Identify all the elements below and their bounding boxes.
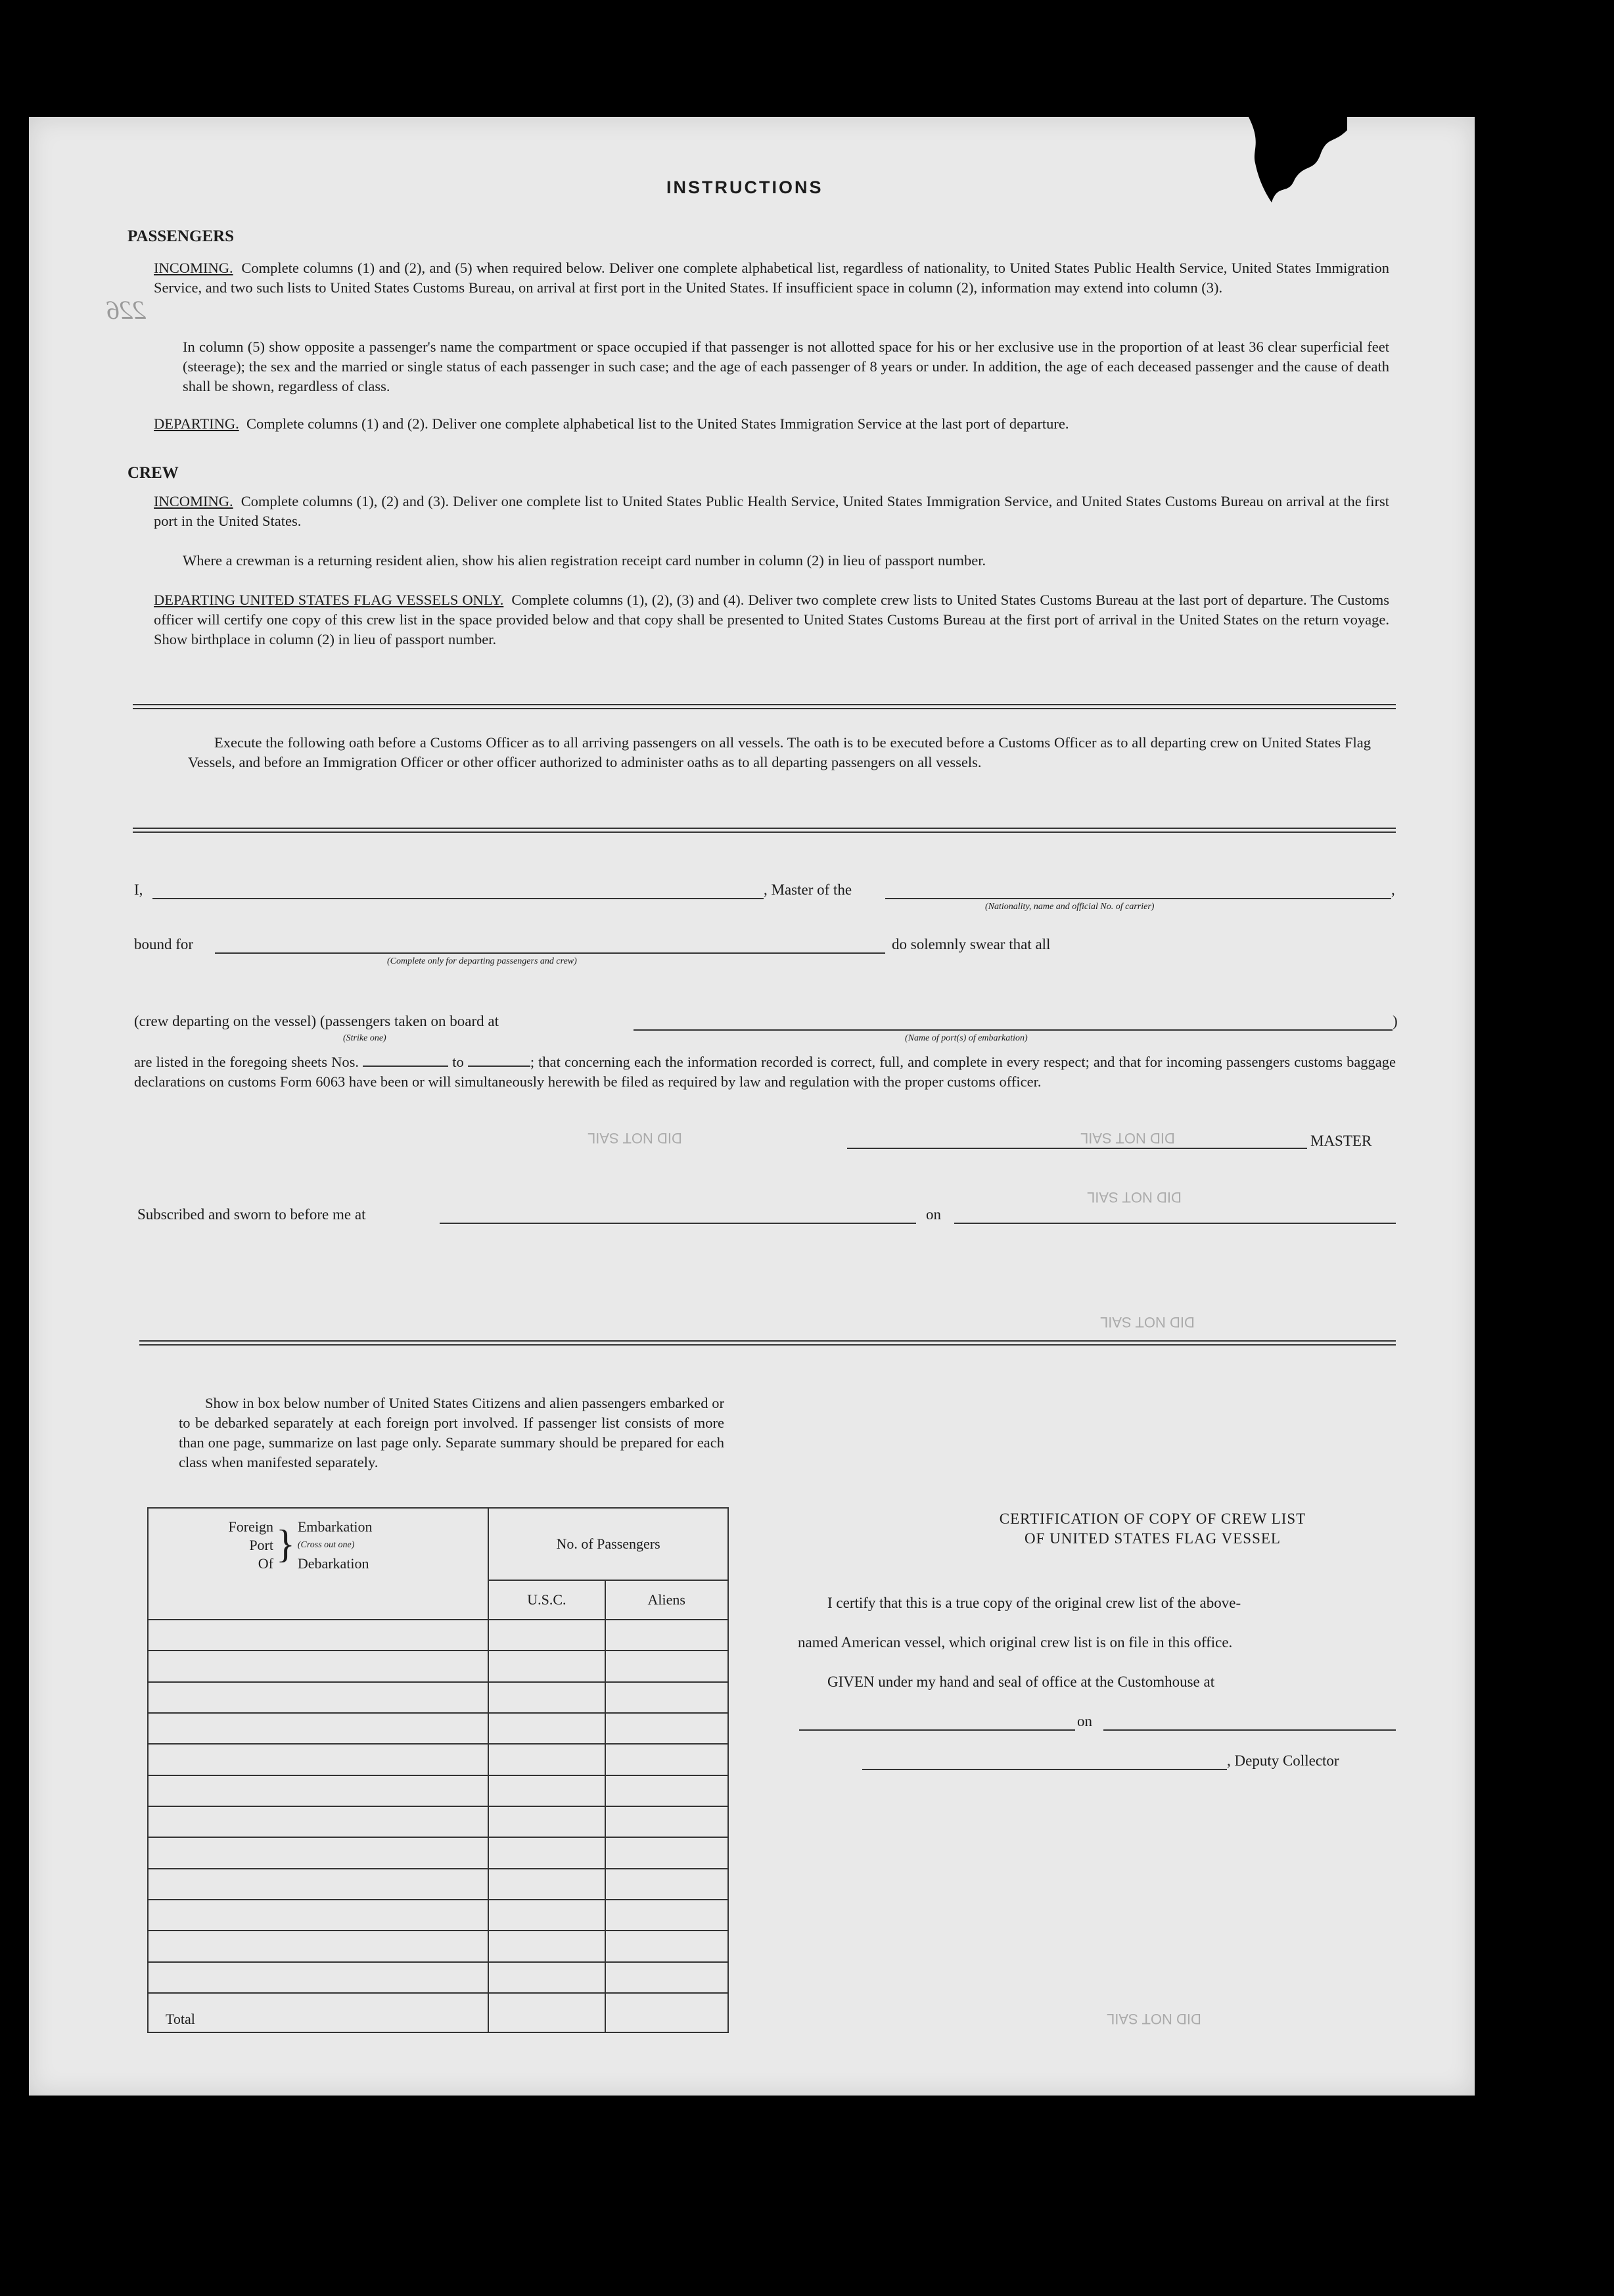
deputy-collector-signature-field[interactable] [862,1769,1227,1770]
aliens-cell[interactable] [605,1713,728,1744]
of-label: Of [258,1555,273,1572]
crew-alien-text: Where a crewman is a returning resident alien, show his alien registration receipt card number in column (2) in lieu of passport number. [183,552,986,569]
summary-text: Show in box below number of United States Citizens and alien passengers embarked or to be debarked separately at each foreign port involved. If passenger list consists of more than one page, summarize on last page only. Separate summary should be prepared for each class when manifested separately. [179,1395,724,1470]
aliens-cell[interactable] [605,1931,728,1961]
port-cell[interactable] [148,1962,488,1993]
port-cell[interactable] [148,1682,488,1713]
master-name-field[interactable] [152,898,764,899]
certification-text-2: named American vessel, which original crew list is on file in this office. [798,1634,1233,1651]
stamp-mark: DID NOT SAIL [1100,1314,1195,1330]
aliens-cell[interactable] [605,1869,728,1900]
embarkation-label: Embarkation [297,1518,373,1535]
aliens-header: Aliens [605,1580,728,1620]
usc-header: U.S.C. [488,1580,605,1620]
passengers-departing-label: DEPARTING. [154,415,239,432]
carrier-caption: (Nationality, name and official No. of carrier) [985,902,1155,912]
certification-text-1: I certify that this is a true copy of the original crew list of the above- [827,1595,1241,1611]
deputy-collector-label: , Deputy Collector [1227,1752,1339,1769]
swear-label: do solemnly swear that all [892,936,1051,952]
port-header-cell: Foreign Port Of } Embarkation (Cross out one) Debarkation [148,1508,488,1620]
customhouse-field[interactable] [799,1729,1075,1731]
aliens-cell[interactable] [605,1682,728,1713]
aliens-cell[interactable] [605,1900,728,1931]
aliens-cell[interactable] [605,1651,728,1681]
usc-cell[interactable] [488,1931,605,1961]
listed-paragraph [134,1052,1396,1092]
bound-for-field[interactable] [215,952,885,954]
usc-cell[interactable] [488,1682,605,1713]
torn-corner [1242,117,1347,209]
passengers-incoming [154,258,1389,298]
ports-field[interactable] [634,1029,1393,1031]
port-cell[interactable] [148,1869,488,1900]
usc-cell[interactable] [488,1962,605,1993]
usc-total-cell[interactable] [488,1993,605,2032]
document-page: INSTRUCTIONS 226 DID NOT SAIL DID NOT SAIL DID NOT SAIL DID NOT SAIL DID NOT SAIL PASSENGERS INCOMING. Complete columns (1) and (2), and (5) when required below. Deliver one complete alphabetical list, regardless of nationality, to United States Public Health Service, United States Immigration Service, and two such lists to United States Customs Bureau, on arrival at first port in the United States. If insufficient space in column (2), information may extend into column (3). In column (5) show opposite a passenger's name the compartment or space occupied if that passenger is not allotted space for his or her exclusive use in the proportion of at least 36 clear superficial feet (steerage); the sex and the married or single status of each passenger in such case; and the age of each passenger of 8 years or under. In addition, the age of each deceased passenger and the cause of death shall be shown, regardless of class. DEPARTING. Complete columns (1) and (2). Deliver one complete alphabetical list to the United States Immigration Service at the last port of departure. CREW INCOMING. Complete columns (1), (2) and (3). Deliver one complete list to United States Public Health Service, United States Immigration Service, and United States Customs Bureau on arrival at the first port in the United States. Where a crewman is a returning resident alien, show his alien registration receipt card number in column (2) in lieu of passport number. DEPARTING UNITED STATES FLAG VESSELS ONLY. Complete columns (1), (2), (3) and (4). Deliver two complete crew lists to United States Customs Bureau at the last port of departure. The Customs officer will certify one copy of this crew list in the space provided below and that copy shall be presented to United States Customs Bureau at the first port of arrival in the United States on the return voyage. Show birthplace in column (2) in lieu of passport number. Execute the following oath before a Customs Officer as to all arriving passengers on all vessels. The oath is to be executed before a Customs Officer as to all departing crew on United States Flag Vessels, and before an Immigration Officer or other officer authorized to administer oaths as to all departing passengers on all vessels. I, , Master of the , (Nationality, name and official No. of carrier) bound for do solemnly swear that all (Complete only for departing passengers and crew) (crew departing on the vessel) (passengers taken on board at ) (Strike one) (Name of port(s) of embarkation) are listed in the foregoing sheets Nos. to ; that concerning each the information recorded is correct, full, and complete in every respect; and that for incoming passengers customs baggage declarations on customs Form 6063 have been or will simultaneously herewith be filed as required by law and regulation with the proper customs officer. MASTER Subscribed and sworn to before me at on Show in box below number of United States Citizens and alien passengers embarked or to be debarked separately at each foreign port involved. If passenger list consists of more than one page, summarize on last page only. Separate summary should be prepared for each class when manifested separately. Foreign Port Of } Embarkation (Cross out one) Debarkation No. of Passengers U.S.C. Aliens Total CERTIFICATION OF COPY OF CREW LIST OF UNITED STATES FLAG VESSEL I certify that this is a true copy of the original crew list of the above- named American vessel, which original crew list is on file in this office. GIVEN under my hand and seal of office at the Customhouse at on , Deputy Collector [29,117,1475,2096]
listed-text: are listed in the foregoing sheets Nos. [134,1054,359,1070]
carrier-field[interactable] [885,898,1391,899]
given-text: GIVEN under my hand and seal of office at the Customhouse at [827,1674,1215,1690]
usc-cell[interactable] [488,1775,605,1806]
crew-incoming-text: Complete columns (1), (2) and (3). Deliver one complete list to United States Public Health Service, United States Immigration Service, and United States Customs Bureau on arrival at the first port in the United States. [154,493,1390,529]
sworn-place-field[interactable] [440,1223,916,1224]
sheet-to-field[interactable] [468,1066,530,1067]
certification-heading-line2: OF UNITED STATES FLAG VESSEL [1025,1530,1281,1547]
passengers-incoming-label: INCOMING. [154,260,233,276]
aliens-cell[interactable] [605,1962,728,1993]
usc-cell[interactable] [488,1713,605,1744]
stamp-mark: DID NOT SAIL [588,1130,682,1146]
page-title: INSTRUCTIONS [666,177,823,197]
concerning-text: ; that concerning each the information recorded is correct, full, and complete in every respect; and that for incoming passengers customs baggage declarations on customs Form 6063 have been or will simultaneously herewith be filed as required by law and regulation with the proper customs officer. [134,1054,1396,1090]
bound-caption: (Complete only for departing passengers and crew) [387,956,577,966]
port-cell[interactable] [148,1744,488,1775]
aliens-cell[interactable] [605,1806,728,1837]
crew-departing [154,590,1389,649]
sheet-from-field[interactable] [363,1066,448,1067]
foreign-label: Foreign [228,1518,273,1535]
port-cell[interactable] [148,1900,488,1931]
crew-departing-label: DEPARTING UNITED STATES FLAG VESSELS ONLY. [154,592,504,608]
port-cell[interactable] [148,1931,488,1961]
cross-out-caption: (Cross out one) [297,1540,355,1550]
port-cell[interactable] [148,1775,488,1806]
stamp-mark: DID NOT SAIL [1107,2011,1201,2027]
oath-intro: Execute the following oath before a Customs Officer as to all arriving passengers on all vessels. The oath is to be executed before a Customs Officer as to all departing crew on United States Flag Vessels, and before an Immigration Officer or other officer authorized to administer oaths as to all departing passengers on all vessels. [188,734,1371,770]
ports-caption: (Name of port(s) of embarkation) [905,1033,1028,1043]
passengers-departing-text: Complete columns (1) and (2). Deliver one complete alphabetical list to the United States Immigration Service at the last port of departure. [246,415,1069,432]
to-label: to [452,1054,464,1070]
crew-incoming [154,492,1389,531]
usc-cell[interactable] [488,1744,605,1775]
usc-cell[interactable] [488,1651,605,1681]
sworn-date-field[interactable] [954,1223,1396,1224]
aliens-total-cell[interactable] [605,1993,728,2032]
debarkation-label: Debarkation [297,1555,369,1572]
usc-cell[interactable] [488,1869,605,1900]
bound-for-label: bound for [134,936,194,952]
certification-heading [890,1509,1416,1549]
aliens-cell[interactable] [605,1775,728,1806]
port-label: Port [249,1537,273,1553]
usc-cell[interactable] [488,1620,605,1651]
no-passengers-header: No. of Passengers [488,1508,728,1580]
oath-i-label: I, [134,881,143,898]
master-of-label: , Master of the [764,881,852,898]
section-divider [133,704,1396,709]
usc-cell[interactable] [488,1837,605,1868]
certification-heading-line1: CERTIFICATION OF COPY OF CREW LIST [999,1511,1306,1527]
passengers-incoming-text: Complete columns (1) and (2), and (5) when required below. Deliver one complete alphabetical list, regardless of nationality, to United States Public Health Service, United States Immigration Service, and two such lists to United States Customs Bureau, on arrival at first port in the United States. If insufficient space in column (2), information may extend into column (3). [154,260,1389,296]
sworn-on-label: on [926,1206,941,1223]
given-on-label: on [1077,1713,1092,1729]
port-cell[interactable] [148,1713,488,1744]
stamp-mark: DID NOT SAIL [1080,1130,1175,1146]
crew-departing-text: Complete columns (1), (2), (3) and (4). Deliver two complete crew lists to United States Customs Bureau at the last port of departure. The Customs officer will certify one copy of this crew list in the space provided below and that copy shall be presented to United States Customs Bureau at the first port of arrival in the United States on the return voyage. Show birthplace in column (2) in lieu of passport number. [154,592,1390,647]
passengers-heading: PASSENGERS [127,227,235,245]
port-cell[interactable] [148,1620,488,1651]
aliens-cell[interactable] [605,1837,728,1868]
master-label: MASTER [1310,1133,1372,1149]
passenger-summary-table [147,1507,729,2033]
crew-incoming-label: INCOMING. [154,493,233,509]
port-cell[interactable] [148,1651,488,1681]
total-label: Total [148,1993,488,2032]
usc-cell[interactable] [488,1900,605,1931]
port-cell[interactable] [148,1837,488,1868]
port-cell[interactable] [148,1806,488,1837]
section-divider [133,828,1396,833]
passengers-departing [154,414,1389,434]
passengers-column5-text: In column (5) show opposite a passenger's name the compartment or space occupied if that passenger is not allotted space for his or her exclusive use in the proportion of at least 36 clear superficial feet (steerage); the sex and the married or single status of each passenger in such case; and the age of each passenger of 8 years or under. In addition, the age of each deceased passenger and the cause of death shall be shown, regardless of class. [183,339,1389,394]
stamp-mark: DID NOT SAIL [1087,1189,1182,1206]
crew-heading: CREW [127,464,179,482]
master-signature-field[interactable] [847,1148,1307,1149]
aliens-cell[interactable] [605,1744,728,1775]
section-divider [139,1340,1396,1346]
usc-cell[interactable] [488,1806,605,1837]
crew-departing-label: (crew departing on the vessel) (passengers taken on board at [134,1013,499,1029]
strike-one-caption: (Strike one) [343,1033,386,1043]
aliens-cell[interactable] [605,1620,728,1651]
given-date-field[interactable] [1103,1729,1396,1731]
subscribed-label: Subscribed and sworn to before me at [137,1206,366,1223]
page-number-mark: 226 [106,295,146,325]
